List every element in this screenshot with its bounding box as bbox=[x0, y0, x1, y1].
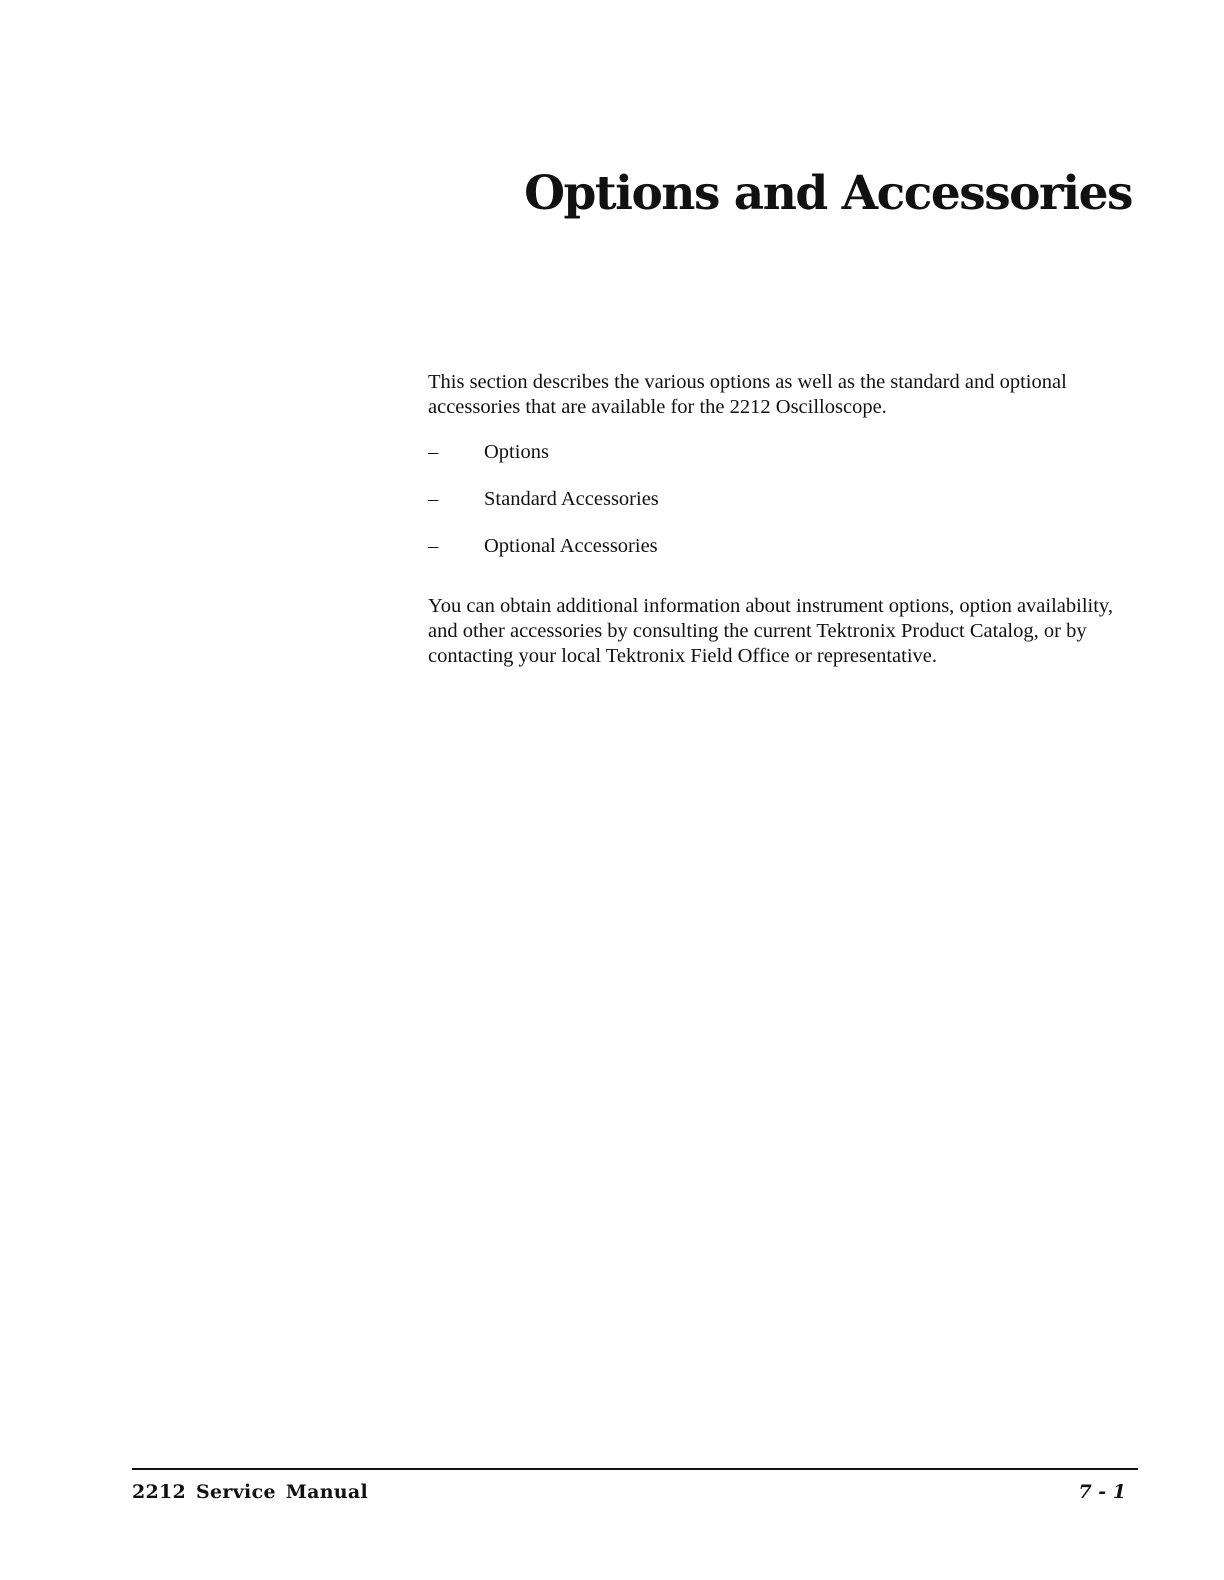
list-item bbox=[428, 440, 1128, 465]
section-body bbox=[428, 370, 1128, 669]
list-item bbox=[428, 487, 1128, 512]
closing-paragraph: You can obtain additional information about instrument options, option availability, and other accessories by consulting the current Tektronix Product Catalog, or by contacting your local Tektronix Field Office or representative. bbox=[428, 595, 1113, 667]
dash-marker: – bbox=[428, 441, 439, 463]
footer-divider bbox=[132, 1468, 1138, 1470]
list-item-label: Options bbox=[484, 441, 549, 463]
list-item bbox=[428, 534, 1128, 559]
dash-marker: – bbox=[428, 488, 439, 510]
list-item-label: Optional Accessories bbox=[484, 535, 658, 557]
list-item-label: Standard Accessories bbox=[484, 488, 659, 510]
footer-manual-name: 2212 Service Manual bbox=[132, 1481, 369, 1503]
page-title: Options and Accessories bbox=[524, 166, 1132, 221]
footer-page-number: 7 - 1 bbox=[1078, 1481, 1126, 1503]
contents-list bbox=[428, 440, 1128, 559]
dash-marker: – bbox=[428, 535, 439, 557]
intro-paragraph: This section describes the various options as well as the standard and optional accessories that are available for the 2212 Oscilloscope. bbox=[428, 371, 1067, 418]
